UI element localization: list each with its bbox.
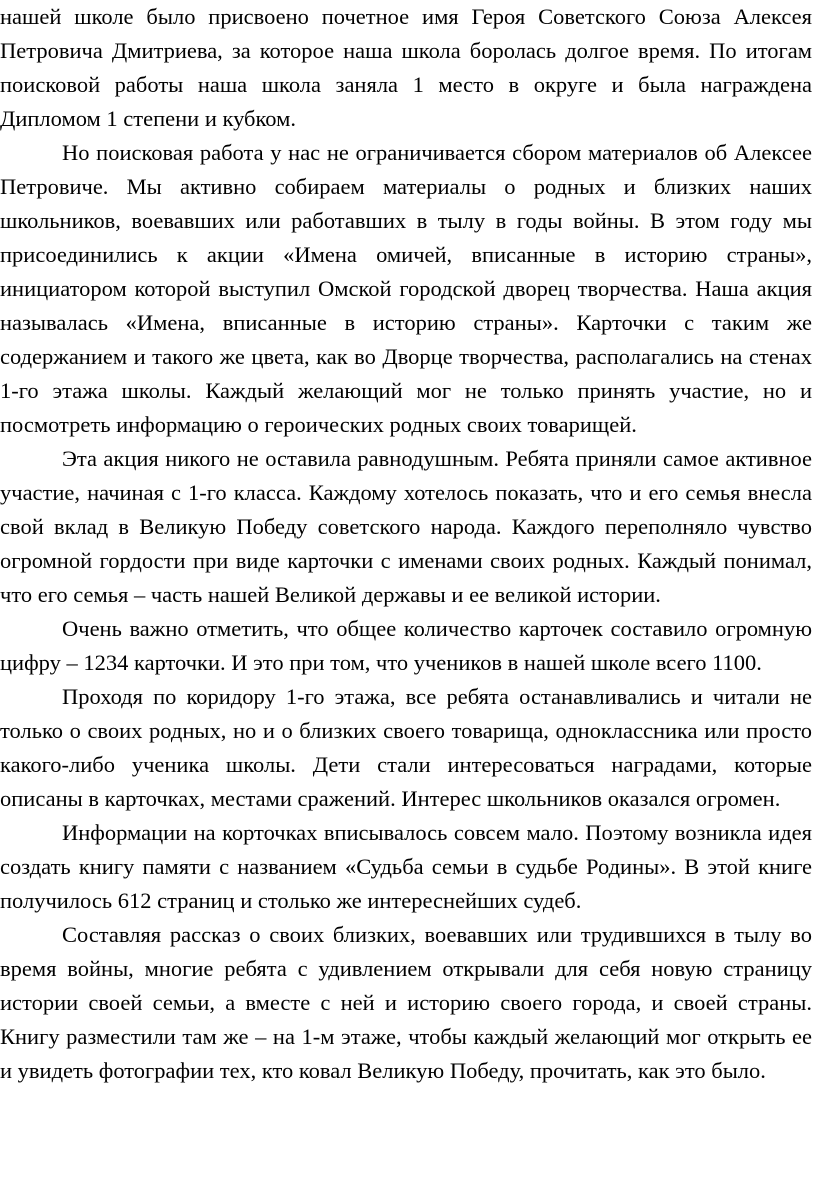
- paragraph-card-count: Очень важно отметить, что общее количество карточек составило огромную цифру – 1234 карточки. И это при том, что учеников в нашей школе всего 1100.: [0, 616, 812, 675]
- paragraph-family-stories: Составляя рассказ о своих близких, воевавших или трудившихся в тылу во время войны, многие ребята с удивлением открывали для себя новую страницу истории своей семьи, а вместе с ней и историю своего города, и своей страны. Книгу разместили там же – на 1-м этаже, чтобы каждый желающий мог открыть ее и увидеть фотографии тех, кто ковал Великую Победу, прочитать, как это было.: [0, 922, 812, 1083]
- paragraph-search-work: Но поисковая работа у нас не ограничивается сбором материалов об Алексее Петровиче. Мы активно собираем материалы о родных и близких наших школьников, воевавших или работавших в тылу в годы войны. В этом году мы присоединились к акции «Имена омичей, вписанные в историю страны», инициатором которой выступил Омской городской дворец творчества. Наша акция называлась «Имена, вписанные в историю страны». Карточки с таким же содержанием и такого же цвета, как во Дворце творчества, располагались на стенах 1-го этажа школы. Каждый желающий мог не только принять участие, но и посмотреть информацию о героических родных своих товарищей.: [0, 140, 812, 437]
- paragraph-action-response: Эта акция никого не оставила равнодушным. Ребята приняли самое активное участие, начиная с 1-го класса. Каждому хотелось показать, что и его семья внесла свой вклад в Великую Победу советского народа. Каждого переполняло чувство огромной гордости при виде карточки с именами своих родных. Каждый понимал, что его семья – часть нашей Великой державы и ее великой истории.: [0, 446, 812, 607]
- paragraph-memory-book: Информации на корточках вписывалось совсем мало. Поэтому возникла идея создать книгу памяти с названием «Судьба семьи в судьбе Родины». В этой книге получилось 612 страниц и столько же интереснейших судеб.: [0, 820, 812, 913]
- paragraph-corridor: Проходя по коридору 1-го этажа, все ребята останавливались и читали не только о своих родных, но и о близких своего товарища, одноклассника или просто какого-либо ученика школы. Дети стали интересоваться наградами, которые описаны в карточках, местами сражений. Интерес школьников оказался огромен.: [0, 684, 812, 811]
- paragraph-school-honor: нашей школе было присвоено почетное имя Героя Советского Союза Алексея Петровича Дмитриева, за которое наша школа боролась долгое время. По итогам поисковой работы наша школа заняла 1 место в округе и была награждена Дипломом 1 степени и кубком.: [0, 4, 812, 131]
